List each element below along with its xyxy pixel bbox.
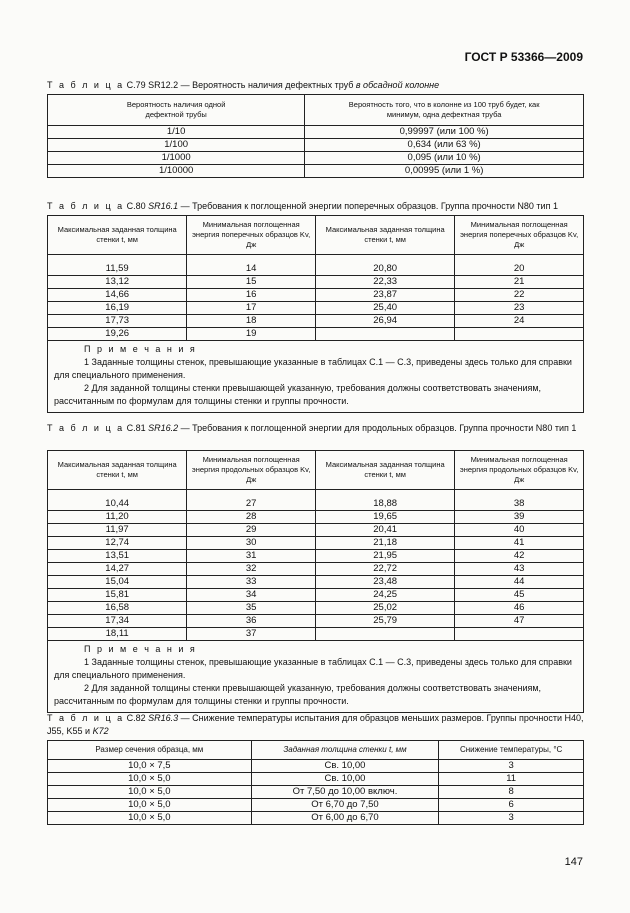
table-row [48, 165, 584, 178]
table-row [48, 263, 584, 276]
spacer-cell [48, 490, 187, 499]
table-cell: 10,0 × 5,0 [48, 812, 252, 825]
spacer-cell [315, 255, 454, 264]
table-cell: 29 [187, 524, 316, 537]
notes-title: П р и м е ч а н и я [84, 644, 197, 654]
col-header: Минимальная поглощенная энергия продольных образцов Kv, Дж [187, 451, 316, 490]
table-cell: 14 [187, 263, 316, 276]
table-cell: 36 [187, 615, 316, 628]
caption-id-italic: SR16.2 [148, 423, 179, 433]
table-cell: 35 [187, 602, 316, 615]
page-number: 147 [564, 856, 583, 868]
table-row [48, 602, 584, 615]
table-cell: 34 [187, 589, 316, 602]
table-c80 [47, 215, 584, 413]
table-cell: 33 [187, 576, 316, 589]
table-cell: 38 [455, 498, 584, 511]
table-cell: 16,19 [48, 302, 187, 315]
caption-prefix: Т а б л и ц а [47, 713, 125, 723]
table-cell [455, 328, 584, 341]
notes-title: П р и м е ч а н и я [84, 344, 197, 354]
caption-id: С.82 [126, 713, 149, 723]
col-header: Максимальная заданная толщина стенки t, мм [315, 216, 454, 255]
table-row [48, 328, 584, 341]
table-cell: 11,97 [48, 524, 187, 537]
table-cell: 25,40 [315, 302, 454, 315]
table-c81 [47, 450, 584, 713]
caption-id: С.79 SR12.2 [126, 80, 179, 90]
document-header: ГОСТ Р 53366—2009 [464, 50, 583, 64]
table-cell: 14,66 [48, 289, 187, 302]
table-row [48, 511, 584, 524]
table-cell: 22,72 [315, 563, 454, 576]
table-cell: 20 [455, 263, 584, 276]
col-header: Минимальная поглощенная энергия поперечных образцов Kv, Дж [455, 216, 584, 255]
caption-tail-italic: K72 [92, 726, 109, 736]
table-cell: 47 [455, 615, 584, 628]
spacer-cell [315, 490, 454, 499]
table-row [48, 576, 584, 589]
table-cell: 39 [455, 511, 584, 524]
col-header: Вероятность наличия одной дефектной трубы [48, 95, 305, 126]
table-cell: 22,33 [315, 276, 454, 289]
spacer-cell [187, 255, 316, 264]
table-cell: 20,80 [315, 263, 454, 276]
caption-italic: в обсадной колонне [355, 80, 440, 90]
spacer-cell [455, 490, 584, 499]
table-cell: 40 [455, 524, 584, 537]
caption-prefix: Т а б л и ц а [47, 201, 125, 211]
col-header: Заданная толщина стенки t, мм [251, 741, 439, 760]
table-cell: 25,79 [315, 615, 454, 628]
note-1: 1 Заданные толщины стенок, превышающие указанные в таблицах С.1 — С.3, приведены здесь только для справки для специального применения. [54, 357, 572, 380]
table-cell: 3 [439, 760, 584, 773]
table-row [48, 589, 584, 602]
caption-text: — Снижение температуры испытания для образцов меньших размеров. Группы прочности H40, J55, K55 и [47, 713, 584, 736]
table-row [48, 760, 584, 773]
table-row [48, 550, 584, 563]
table-cell: 11,20 [48, 511, 187, 524]
caption-text: — Требования к поглощенной энергии для продольных образцов. Группа прочности N80 тип 1 [178, 423, 577, 433]
note-1: 1 Заданные толщины стенок, превышающие указанные в таблицах С.1 — С.3, приведены здесь только для справки для специального применения. [54, 657, 572, 680]
table-cell: 21,95 [315, 550, 454, 563]
table-cell: 0,99997 (или 100 %) [305, 126, 584, 139]
table-cell: 23 [455, 302, 584, 315]
caption-id-italic: SR16.1 [148, 201, 179, 211]
table-cell: 21,18 [315, 537, 454, 550]
table-cell: 32 [187, 563, 316, 576]
col-header: Максимальная заданная толщина стенки t, мм [315, 451, 454, 490]
caption-id: С.80 [126, 201, 149, 211]
table-row [48, 498, 584, 511]
table-cell: 17,73 [48, 315, 187, 328]
table-cell: 6 [439, 799, 584, 812]
table-cell: 23,87 [315, 289, 454, 302]
table-row [48, 563, 584, 576]
table-cell: 19,65 [315, 511, 454, 524]
table-cell: 15,04 [48, 576, 187, 589]
table-row [48, 276, 584, 289]
table-row [48, 799, 584, 812]
table-row [48, 615, 584, 628]
table-cell: 1/10000 [48, 165, 305, 178]
table-cell: 17 [187, 302, 316, 315]
table-row [48, 126, 584, 139]
table-cell: 22 [455, 289, 584, 302]
note-2: 2 Для заданной толщины стенки превышающей указанную, требования должны соответствовать значениям, рассчитанным по формулам для толщины стенки и группы прочности. [54, 683, 542, 706]
table-row [48, 628, 584, 641]
table-cell: 31 [187, 550, 316, 563]
caption-text: — Вероятность наличия дефектных труб [178, 80, 356, 90]
table-cell: 41 [455, 537, 584, 550]
table-c82 [47, 740, 584, 825]
table-cell: Св. 10,00 [251, 773, 439, 786]
table-cell: 11 [439, 773, 584, 786]
table-cell [455, 628, 584, 641]
table-cell: 11,59 [48, 263, 187, 276]
table-cell: 24 [455, 315, 584, 328]
table-cell: От 6,70 до 7,50 [251, 799, 439, 812]
table-row [48, 773, 584, 786]
table-cell: От 6,00 до 6,70 [251, 812, 439, 825]
table-cell: 8 [439, 786, 584, 799]
table-cell: 1/1000 [48, 152, 305, 165]
table-cell: 16,58 [48, 602, 187, 615]
table-cell: 18,11 [48, 628, 187, 641]
table-cell: 24,25 [315, 589, 454, 602]
table-cell: 19,26 [48, 328, 187, 341]
table-cell: 0,095 (или 10 %) [305, 152, 584, 165]
table-cell: 1/100 [48, 139, 305, 152]
table-cell: 17,34 [48, 615, 187, 628]
table-cell: 18,88 [315, 498, 454, 511]
table-cell: 28 [187, 511, 316, 524]
table-cell: 15 [187, 276, 316, 289]
table-cell: 16 [187, 289, 316, 302]
table-cell: 12,74 [48, 537, 187, 550]
table-c79 [47, 94, 584, 178]
table-cell: 10,0 × 7,5 [48, 760, 252, 773]
table-cell: 44 [455, 576, 584, 589]
col-header: Минимальная поглощенная энергия поперечных образцов Kv, Дж [187, 216, 316, 255]
table-cell: 27 [187, 498, 316, 511]
table-cell: 14,27 [48, 563, 187, 576]
table-row [48, 315, 584, 328]
table-cell: 23,48 [315, 576, 454, 589]
table-cell: 1/10 [48, 126, 305, 139]
table-cell: 46 [455, 602, 584, 615]
table-row [48, 786, 584, 799]
table-row [48, 537, 584, 550]
caption-id-italic: SR16.3 [148, 713, 179, 723]
table-cell: От 7,50 до 10,00 включ. [251, 786, 439, 799]
table-cell: 37 [187, 628, 316, 641]
table-row [48, 302, 584, 315]
table-cell: 25,02 [315, 602, 454, 615]
table-cell: Св. 10,00 [251, 760, 439, 773]
col-header: Максимальная заданная толщина стенки t, мм [48, 216, 187, 255]
table-cell: 13,51 [48, 550, 187, 563]
caption-id: С.81 [126, 423, 149, 433]
table-cell: 15,81 [48, 589, 187, 602]
table-c79-caption [47, 79, 585, 92]
col-header: Снижение температуры, °С [439, 741, 584, 760]
table-cell: 10,0 × 5,0 [48, 799, 252, 812]
table-cell: 20,41 [315, 524, 454, 537]
col-header: Максимальная заданная толщина стенки t, мм [48, 451, 187, 490]
table-cell: 10,0 × 5,0 [48, 773, 252, 786]
table-row [48, 289, 584, 302]
table-cell: 0,00995 (или 1 %) [305, 165, 584, 178]
table-cell: 21 [455, 276, 584, 289]
table-cell: 19 [187, 328, 316, 341]
table-notes [48, 341, 584, 413]
col-header: Минимальная поглощенная энергия продольных образцов Kv, Дж [455, 451, 584, 490]
caption-prefix: Т а б л и ц а [47, 423, 125, 433]
col-header: Размер сечения образца, мм [48, 741, 252, 760]
col-header: Вероятность того, что в колонне из 100 труб будет, как минимум, одна дефектная труба [305, 95, 584, 126]
table-c81-caption [47, 422, 585, 435]
note-2: 2 Для заданной толщины стенки превышающей указанную, требования должны соответствовать значениям, рассчитанным по формулам для толщины стенки и группы прочности. [54, 383, 542, 406]
table-cell [315, 328, 454, 341]
table-cell: 10,0 × 5,0 [48, 786, 252, 799]
table-notes [48, 641, 584, 713]
table-cell: 10,44 [48, 498, 187, 511]
table-cell: 13,12 [48, 276, 187, 289]
table-cell: 0,634 (или 63 %) [305, 139, 584, 152]
table-cell: 30 [187, 537, 316, 550]
table-c80-caption [47, 200, 585, 213]
spacer-cell [455, 255, 584, 264]
table-cell: 18 [187, 315, 316, 328]
table-cell: 3 [439, 812, 584, 825]
caption-text: — Требования к поглощенной энергии поперечных образцов. Группа прочности N80 тип 1 [178, 201, 558, 211]
table-row [48, 152, 584, 165]
table-c82-caption [47, 712, 585, 738]
table-cell: 42 [455, 550, 584, 563]
table-cell: 43 [455, 563, 584, 576]
table-row [48, 812, 584, 825]
caption-prefix: Т а б л и ц а [47, 80, 125, 90]
table-cell: 45 [455, 589, 584, 602]
spacer-cell [48, 255, 187, 264]
spacer-cell [187, 490, 316, 499]
table-row [48, 524, 584, 537]
table-row [48, 139, 584, 152]
table-cell: 26,94 [315, 315, 454, 328]
table-cell [315, 628, 454, 641]
